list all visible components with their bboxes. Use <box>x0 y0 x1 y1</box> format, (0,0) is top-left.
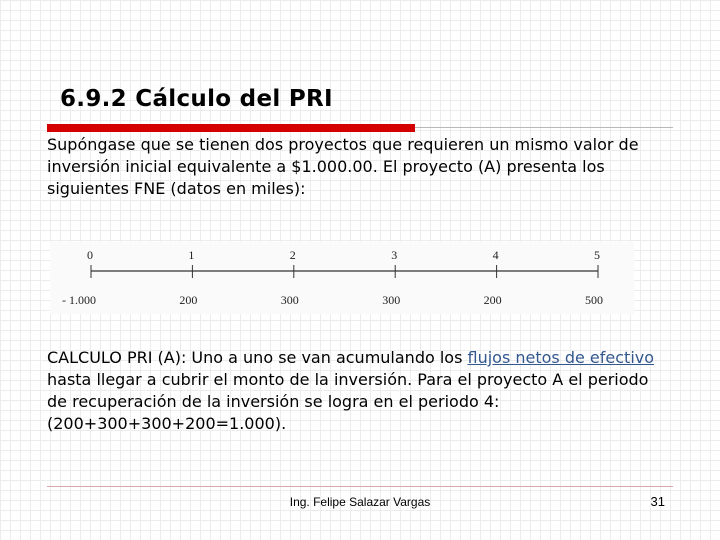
timeline-diagram <box>50 242 634 314</box>
slide-title: 6.9.2 Cálculo del PRI <box>60 86 333 112</box>
footer-author: Ing. Felipe Salazar Vargas <box>289 495 431 509</box>
cash-flow-timeline <box>50 242 634 314</box>
title-underline-accent <box>47 124 415 132</box>
title-underline-rule <box>415 127 673 128</box>
page-number: 31 <box>650 494 665 509</box>
calculation-text-end: hasta llegar a cubrir el monto de la inversión. Para el proyecto A el periodo de recuperación de la inversión se logra en el periodo 4: (200+300+300+200=1.000). <box>47 370 649 433</box>
calculation-text-start: CALCULO PRI (A): Uno a uno se van acumulando los <box>47 348 468 367</box>
timeline-flow-value: 200 <box>179 293 198 307</box>
timeline-period-label: 2 <box>289 248 296 262</box>
timeline-period-label: 5 <box>594 248 600 262</box>
timeline-flow-value: 200 <box>483 293 502 307</box>
timeline-flow-value: - 1.000 <box>62 293 96 307</box>
intro-paragraph: Supóngase que se tienen dos proyectos que requieren un mismo valor de inversión inicial equivalente a $1.000.00. El proyecto (A) presenta los siguientes FNE (datos en miles): <box>47 135 639 198</box>
timeline-period-label: 0 <box>87 248 93 262</box>
timeline-flow-value: 300 <box>382 293 401 307</box>
timeline-period-label: 1 <box>188 248 195 262</box>
timeline-period-label: 3 <box>391 248 398 262</box>
cash-flow-link[interactable]: flujos netos de efectivo <box>467 348 655 367</box>
calculation-paragraph <box>47 347 657 435</box>
timeline-period-label: 4 <box>492 248 499 262</box>
timeline-flow-value: 500 <box>585 293 603 307</box>
timeline-flow-value: 300 <box>280 293 299 307</box>
footer-divider <box>47 486 673 487</box>
